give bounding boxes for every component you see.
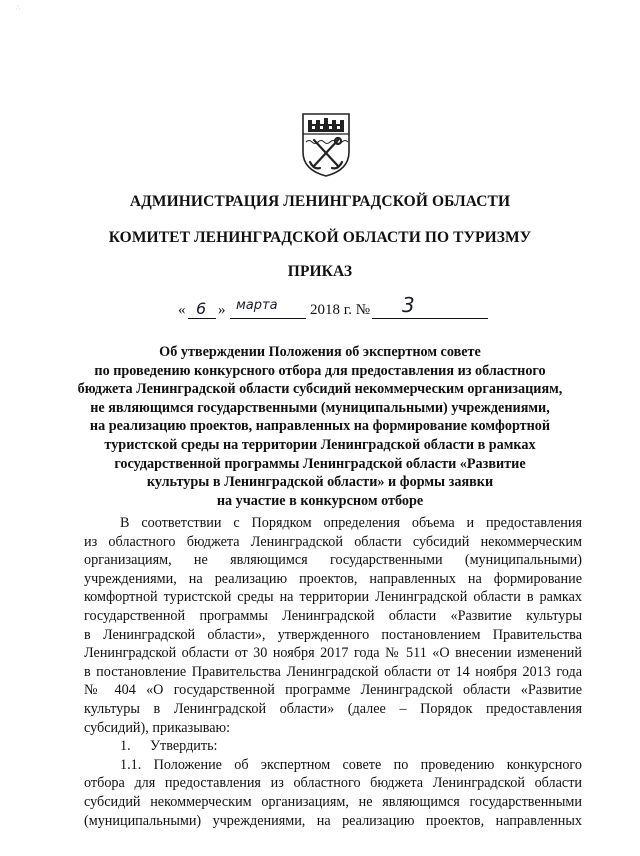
body-line: культуры в Ленинградской области» (далее – Порядок предоставления (84, 700, 582, 717)
title-line: культуры в Ленинградской области» и формы заявки (146, 474, 494, 491)
committee-heading: КОМИТЕТ ЛЕНИНГРАДСКОЙ ОБЛАСТИ ПО ТУРИЗМУ (108, 229, 532, 246)
administration-heading: АДМИНИСТРАЦИЯ ЛЕНИНГРАДСКОЙ ОБЛАСТИ (129, 193, 511, 210)
order-title (60, 343, 580, 510)
quote-open: « (178, 302, 186, 318)
title-line: не являющимся государственными (муниципальными) учреждениями, (90, 399, 550, 416)
body-line: в постановление Правительства Ленинградской области от 14 ноября 2013 года (84, 663, 582, 680)
item-1-1-line: субсидий некоммерческим организациям, не являющимся государственными (84, 793, 582, 810)
body-line: организациям, не являющимся государственными (муниципальными) (84, 552, 582, 569)
month-underline (230, 318, 306, 319)
body-line: комфортной туристской среды на территории Ленинградской области в рамках (84, 589, 582, 606)
scan-mark: ∴ (16, 4, 21, 12)
order-date-number-line (178, 293, 498, 323)
title-line: на реализацию проектов, направленных на формирование комфортной (89, 418, 551, 435)
title-line: бюджета Ленинградской области субсидий некоммерческим организациям, (77, 381, 563, 398)
item-1-1-line: (муниципальными) учреждениями, на реализацию проектов, направленных (84, 812, 582, 829)
order-number: 3 (402, 293, 415, 317)
title-line: Об утверждении Положения об экспертном совете (159, 344, 481, 360)
order-body (84, 514, 582, 830)
body-line: В соответствии с Порядком определения объема и предоставления (120, 515, 582, 531)
item-1-text: Утвердить: (150, 738, 218, 755)
title-line: по проведению конкурсного отбора для предоставления из областного (94, 362, 546, 379)
body-line: государственной программы Ленинградской области «Развитие культуры (84, 607, 582, 624)
title-line: на участие в конкурсном отборе (216, 492, 424, 509)
order-type-heading: ПРИКАЗ (287, 263, 353, 280)
order-month: марта (236, 298, 278, 313)
number-underline (372, 318, 488, 319)
order-year-label: 2018 г. № (310, 302, 371, 318)
title-line: туристской среды на территории Ленинградской области в рамках (104, 436, 536, 453)
item-1-1-line: отбора для предоставления из областного бюджета Ленинградской области (84, 775, 582, 792)
body-line: № 404 «О государственной программе Ленинградской области «Развитие (84, 682, 582, 699)
item-1 (84, 737, 582, 756)
item-1-1-line: 1.1. Положение об экспертном совете по проведению конкурсного (120, 756, 582, 773)
body-line: учреждениями, на реализацию проектов, направленных на формирование (84, 570, 582, 587)
body-line: из областного бюджета Ленинградской области субсидий некоммерческим (84, 533, 582, 550)
body-line: в Ленинградской области», утвержденного постановлением Правительства (84, 626, 582, 643)
title-line: государственной программы Ленинградской области «Развитие (114, 455, 526, 472)
quote-close: » (218, 302, 226, 318)
coat-of-arms-emblem (300, 112, 352, 178)
body-line: субсидий), приказываю: (84, 719, 231, 736)
body-line: Ленинградской области от 30 ноября 2017 года № 511 «О внесении изменений (84, 645, 582, 662)
order-day: 6 (196, 299, 207, 318)
day-underline (188, 318, 216, 319)
item-1-number: 1. (120, 738, 131, 755)
